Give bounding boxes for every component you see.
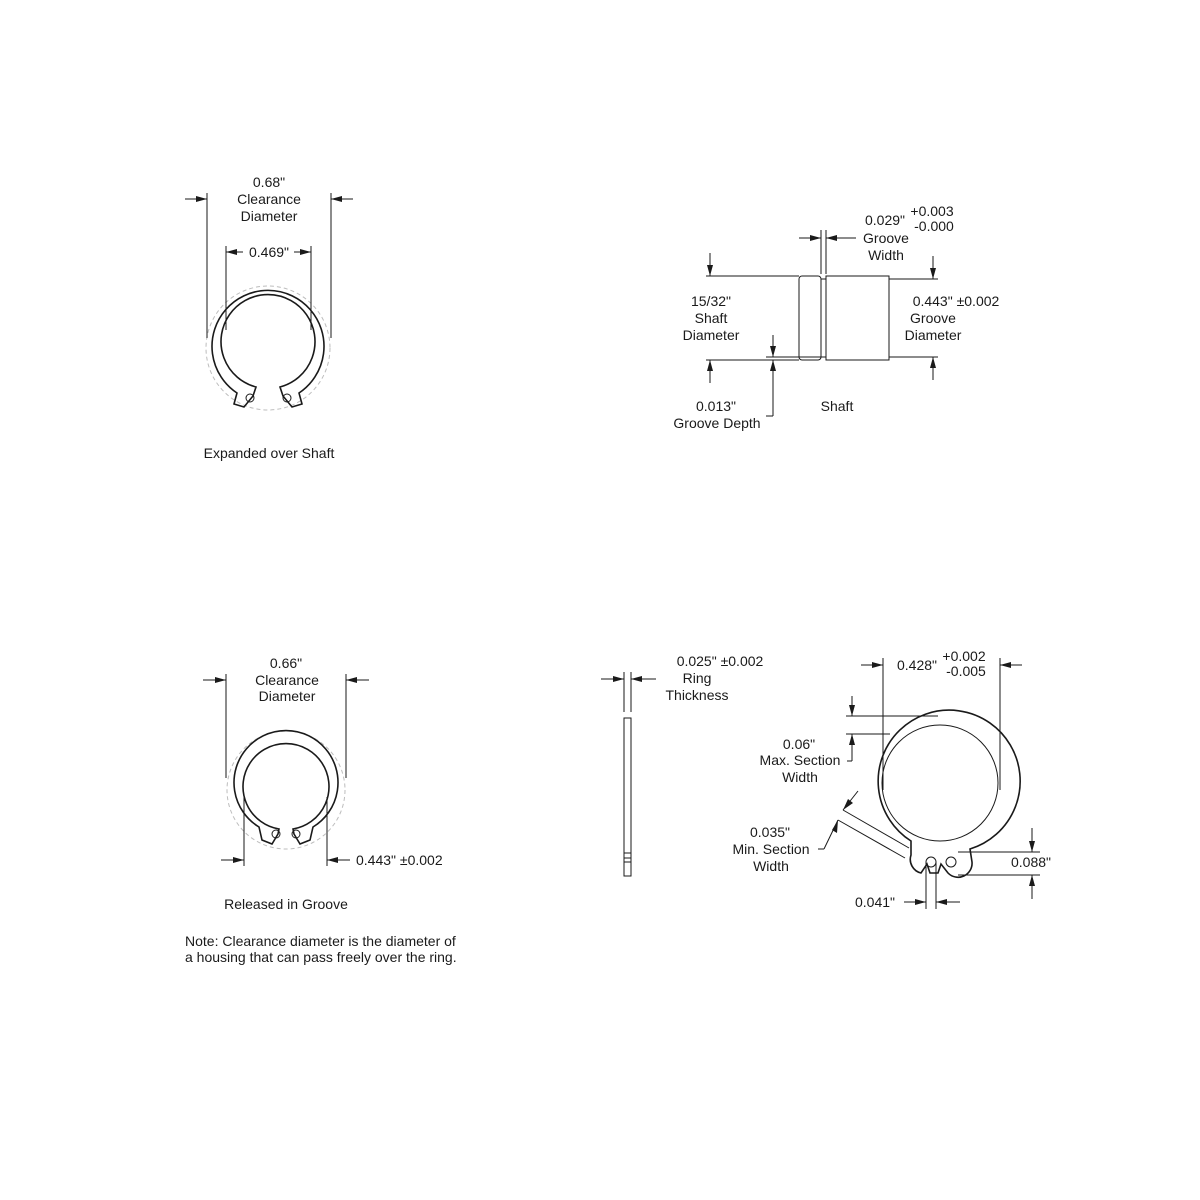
groove-width-tol-minus: -0.000 <box>914 218 954 234</box>
hole-diameter-value: 0.041" <box>854 894 896 910</box>
clearance-label-line1: Clearance <box>255 672 319 688</box>
min-section-label-line1: Min. Section <box>732 841 810 857</box>
groove-width-label-line2: Width <box>868 247 904 263</box>
released-view <box>203 655 443 912</box>
shaft-diameter-value: 15/32" <box>690 293 732 309</box>
groove-width-label-line1: Groove <box>863 230 909 246</box>
inner-diameter-value: 0.469" <box>248 244 290 260</box>
expanded-view <box>185 174 353 461</box>
shaft-diameter-label-line2: Diameter <box>682 327 740 343</box>
released-caption: Released in Groove <box>224 896 348 912</box>
note-line1: Note: Clearance diameter is the diameter of <box>185 933 456 949</box>
groove-depth-label: Groove Depth <box>673 415 761 431</box>
free-diameter-tol-plus: +0.002 <box>942 648 986 664</box>
groove-width-value: 0.029" <box>864 212 906 228</box>
groove-width-tol-plus: +0.003 <box>910 203 954 219</box>
groove-diameter-value: 0.443" ±0.002 <box>356 852 443 868</box>
clearance-value: 0.68" <box>252 174 286 190</box>
shaft-view <box>673 203 999 431</box>
thickness-label-line2: Thickness <box>665 687 729 703</box>
shaft-right-section <box>826 276 889 360</box>
note <box>185 933 457 965</box>
min-section-label-line2: Width <box>753 858 789 874</box>
clearance-label-line2: Diameter <box>258 688 316 704</box>
ring-detail-view <box>732 648 1051 910</box>
free-diameter-tol-minus: -0.005 <box>946 663 986 679</box>
note-line2: a housing that can pass freely over the ring. <box>185 949 457 965</box>
groove-diameter-label-line2: Diameter <box>904 327 962 343</box>
shaft-diameter-label-line1: Shaft <box>694 310 728 326</box>
thickness-value: 0.025" ±0.002 <box>676 653 764 669</box>
ring-inner-edge <box>882 725 998 841</box>
lug-height-value: 0.088" <box>1010 854 1052 870</box>
groove-diameter-label-line1: Groove <box>910 310 956 326</box>
ring-edge <box>624 718 631 876</box>
shaft-left-section <box>799 276 821 360</box>
min-section-value: 0.035" <box>749 824 791 840</box>
ring-outer-edge <box>212 290 324 407</box>
thickness-label-line1: Ring <box>682 670 712 686</box>
ring-outer-edge <box>234 731 338 844</box>
clearance-label-line1: Clearance <box>237 191 301 207</box>
max-section-label-line1: Max. Section <box>759 752 841 768</box>
lug-hole-right <box>946 857 956 867</box>
max-section-value: 0.06" <box>782 736 816 752</box>
shaft-caption: Shaft <box>820 398 854 414</box>
shaft-groove <box>821 279 826 357</box>
clearance-value: 0.66" <box>269 655 303 671</box>
free-diameter-value: 0.428" <box>896 657 938 673</box>
groove-depth-value: 0.013" <box>695 398 737 414</box>
lug-hole-left <box>926 857 936 867</box>
expanded-caption: Expanded over Shaft <box>203 445 335 461</box>
groove-diameter-value: 0.443" ±0.002 <box>912 293 1000 309</box>
clearance-label-line2: Diameter <box>240 208 298 224</box>
max-section-label-line2: Width <box>782 769 818 785</box>
